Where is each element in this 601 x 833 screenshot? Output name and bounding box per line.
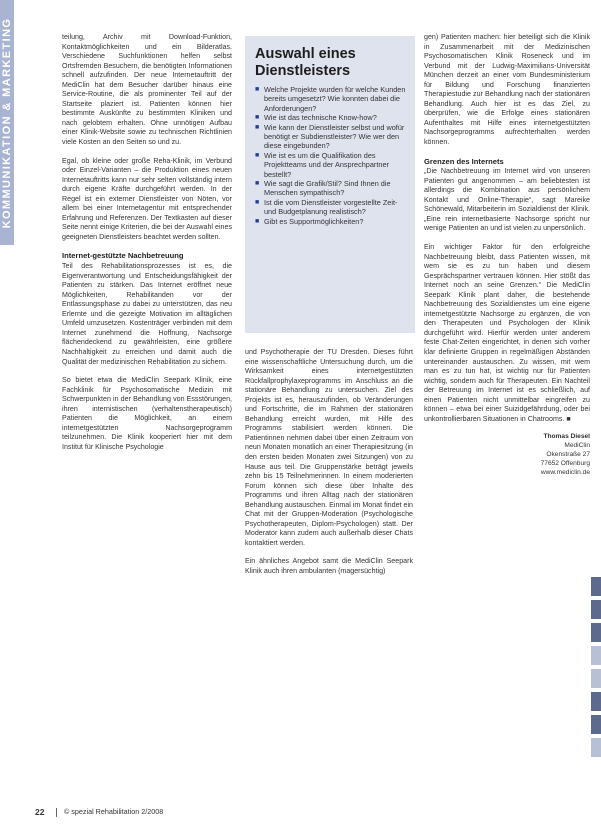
box-item-text: Gibt es Supportmöglichkeiten?: [264, 216, 364, 226]
paragraph: teilung, Archiv mit Download-Funktion, Kontaktmöglichkeiten und ein Bilderatlas. Verschiedene Suchfunktionen helfen selbst Ortsfremden Besuchern, die benötigten Informationen schnell aufzufinden. Der neue Internetauftritt der MediClin hat dem Besucher darüber hinaus eine Service-Routine, die als prominenter Teil auf der Startseite plaziert ist. Patienten können hier bestimmte Auskünfte zu bestimmten Kliniken und nach gelobtem erhalten. Ohne unnötigen Aufbau einer Klinik-Website sowie zu technischen Richtlinien viele Kosten an den Seiten so und zu.: [62, 33, 232, 147]
author-company: MediClin: [564, 442, 590, 450]
edge-tab: [591, 692, 601, 711]
author-website: www.mediclin.de: [540, 468, 590, 476]
paragraph: Ein wichtiger Faktor für den erfolgreiche Nachbetreuung bleibt, dass Patienten wissen, mit wem sie es zu tun haben und diesem Gesprächspartner vertrauen können. Hier stößt das Internet noch an seine Grenzen.“ Die MediClin Seepark Klinik plant daher, die bestehende Nachbetreuung des Sozialdienstes um eine eigene internetgestützte Nachsorge zu ergänzen, die von den Therapeuten und Psychologen der Klinik durchgeführt wird. Hierfür werden unter anderem feste Chat-Zeiten eingerichtet, in denen sich vorher klar definierte Gruppen in regelmäßigen Abständen untereinander austauschen. Zu wissen, mit wem man es zu tun hat, ist wichtig nur für Patienten wichtig, sondern auch für Therapeuten. Ein Nachteil der Betreuung im Internet ist es schließlich, auf einen Patienten nicht unmittelbar eingreifen zu können – etwa bei einer Suizidgefährdung, oder bei unkontrollierbaren Situationen in Chatrooms. ■: [424, 242, 590, 423]
box-item-text: Wie ist es um die Qualifikation des Projektteams und der Ansprechpartner bestellt?: [264, 150, 389, 179]
sidebar-box: [245, 36, 415, 333]
paragraph: gen) Patienten machen: hier beteiligt sich die Klinik in Zusammenarbeit mit der Medizinischen Psychosomatischen Klinik Roseneck und im Verbund mit der Ludwig-Maximilians-Universität München derzeit an einer vom Bundesministerium für Bildung und Forschung finanzierten Therapiestudie zur Behandlung nach der stationären Behandlung. Auch hier ist es das Ziel, zu überprüfen, wie die Erfolge eines stationären Aufenthaltes mit Hilfe eines internetgestützten Nachsorgeprogramms aufrechterhalten werden können.: [424, 33, 590, 147]
column-1: [62, 33, 232, 461]
column-3: [424, 33, 590, 477]
edge-tab: [591, 646, 601, 665]
author-name: Thomas Diesel: [543, 433, 590, 441]
box-list-item: [255, 179, 407, 198]
footer-divider: [56, 808, 57, 817]
publication-credit: © spezial Rehabilitation 2/2008: [64, 807, 164, 816]
square-bullet-icon: ■: [255, 86, 260, 93]
square-bullet-icon: ■: [255, 151, 260, 159]
box-list-item: [255, 151, 407, 179]
edge-tab: [591, 669, 601, 688]
edge-tab: [591, 577, 601, 596]
square-bullet-icon: ■: [255, 217, 260, 225]
page-footer: [0, 806, 601, 818]
box-list: [245, 85, 415, 226]
author-street: Okenstraße 27: [546, 450, 590, 458]
author-city: 77652 Offenburg: [540, 459, 590, 467]
box-list-item: [255, 113, 407, 122]
box-list-item: [255, 198, 407, 217]
edge-tabs: [591, 577, 601, 761]
section-label: KOMMUNIKATION & MARKETING: [1, 17, 13, 229]
edge-tab: [591, 623, 601, 642]
box-list-item: [255, 217, 407, 226]
box-item-text: Wie ist das technische Know-how?: [264, 113, 377, 123]
square-bullet-icon: ■: [255, 114, 260, 122]
page-number: 22: [35, 807, 45, 817]
section-heading: Internet-gestützte Nachbetreuung: [62, 251, 184, 261]
column-2: [245, 348, 413, 586]
author-signature: [424, 433, 590, 477]
box-item-text: Welche Projekte wurden für welche Kunden bereits umgesetzt? Wie konnten dabei die Anforderungen?: [264, 85, 406, 113]
box-title: Auswahl eines Dienstleisters: [255, 46, 356, 79]
box-item-text: Ist die vom Dienstleister vorgestellte Zeit- und Budgetplanung realistisch?: [264, 197, 398, 217]
box-item-text: Wie kann der Dienstleister selbst und wofür benötigt er Subdienstleister? Wie wer den diese eingebunden?: [264, 122, 405, 151]
edge-tab: [591, 600, 601, 619]
paragraph: Ein ähnliches Angebot samt die MediClin Seepark Klinik auch ihren ambulanten (magersüchtig): [245, 557, 413, 576]
section-sidebar-bar: [0, 0, 14, 245]
box-list-item: [255, 123, 407, 151]
paragraph: „Die Nachbetreuung im Internet wird von unseren Patienten gut angenommen – am beliebtesten ist allerdings die Kombination aus persönlichem Kontakt und Online-Therapie“, sagt Mareike Schönewald, Mitarbeiterin im Sozialdienst der Klinik. „Eine rein internetbasierte Nachsorge spricht nur wenige Patienten an und ist vielen zu unpersönlich.: [424, 167, 590, 233]
section-heading: Grenzen des Internets: [424, 156, 504, 166]
paragraph: Teil des Rehabilitationsprozesses ist es, die Eigenverantwortung und Entscheidungsfähigkeit der Patienten zu stärken. Das Internet eröffnet neue Möglichkeiten, Rehabilitanden vor der Entlassungsphase zu dabei zu unterstützen, das neu Erlernte und die gezeigte Motivation im alltäglichen Umfeld umzusetzen. Kostenträger verbinden mit dem Internet zunehmend die Hoffnung, Nachsorge flächendeckend zu gewährleisten, eine größere Nachhaltigkeit zu erreichen und damit auch die Qualität der medizinischen Rehabilitation zu sichern.: [62, 262, 232, 366]
paragraph: Egal, ob kleine oder große Reha-Klinik, im Verbund oder Einzel-Varianten – die Produktion eines neuen Internetauftritts kann nur sehr selten vollständig intern durch eigene Kräfte durchgeführt werden. In der Regel ist ein externer Dienstleister von Nöten, vor allem bei einer Internetagentur mit entsprechender Erfahrung und Referenzen. Der Textkasten auf dieser Seite nennt einige Kriterien, die bei der Auswahl eines geeigneten Dienstleisters beachtet werden sollten.: [62, 156, 232, 241]
square-bullet-icon: ■: [255, 198, 260, 206]
box-item-text: Wie sagt die Grafik/Stil? Sind Ihnen die Menschen sympathisch?: [264, 179, 391, 198]
square-bullet-icon: ■: [255, 180, 260, 188]
box-list-item: [255, 85, 407, 113]
paragraph: und Psychotherapie der TU Dresden. Dieses führt eine wissenschaftliche Untersuchung durch, um die Wirksamkeit eines internetgestützten Rückfallprophylaxeprogramms im Anschluss an die stationäre Behandlung zu untersuchen. Ziel des Projekts ist es, herauszufinden, ob Veränderungen und Fortschritte, die im Rahmen der stationären Behandlung erreicht wurden, mit Hilfe des Programms stabilisiert werden können. Die Patientinnen nehmen dabei über einen Zeitraum von neun Monaten monatlich an einer Therapiesitzung (in den ersten beiden Monaten zwei Sitzungen) von zu Hause aus teil. Die Gruppenstärke beträgt jeweils zehn bis 15 Teilnehmerinnen. In einem moderierten Forum können sich diese über Inhalte des Programms und ihren Alltag nach der stationären Behandlung austauschen. Einmal im Monat findet ein Chat mit der Gruppen-Moderation (Psychologische Psychotherapeuten, Diplom-Psychologen) statt. Der Moderator kann zudem auch außerhalb dieser Chats kontaktiert werden.: [245, 348, 413, 547]
edge-tab: [591, 738, 601, 757]
square-bullet-icon: ■: [255, 123, 260, 131]
paragraph: So bietet etwa die MediClin Seepark Klinik, eine Fachklinik für Psychosomatische Medizin mit Schwerpunkten in der Behandlung von Essstörungen, ihren internistischen (verhaltenstherapeutisch) Patienten die Möglichkeit, an einem internetgestützten Nachsorgeprogramm teilzunehmen. Die Klinik kooperiert hier mit dem Institut für Klinische Psychologie: [62, 376, 232, 451]
edge-tab: [591, 715, 601, 734]
